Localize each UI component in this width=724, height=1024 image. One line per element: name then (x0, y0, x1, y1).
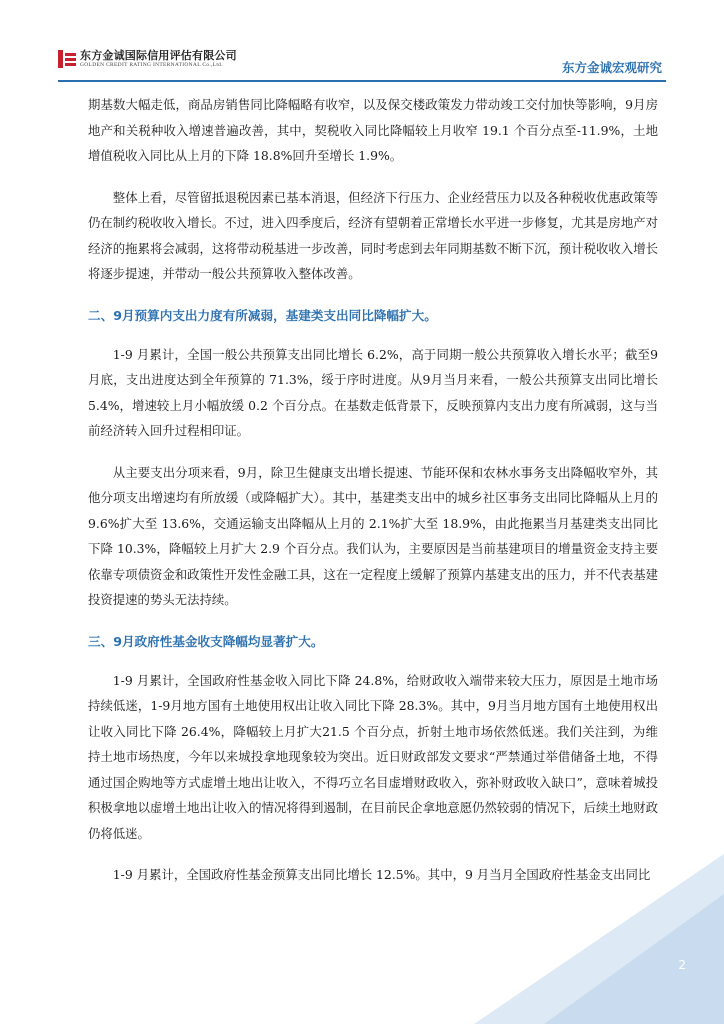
section-heading-2: 二、9月预算内支出力度有所减弱，基建类支出同比降幅扩大。 (88, 307, 437, 323)
paragraph-6: 1-9 月累计，全国政府性基金预算支出同比增长 12.5%。其中，9 月当月全国政府性基金支出同比 (112, 867, 651, 882)
header-divider (58, 80, 666, 82)
document-body (88, 92, 658, 904)
corner-decoration (474, 854, 724, 1024)
paragraph-4: 从主要支出分项来看，9月，除卫生健康支出增长提速、节能环保和农林水事务支出降幅收窄外，其他分项支出增速均有所放缓（或降幅扩大）。其中，基建类支出中的城乡社区事务支出同比降幅从上月的9.6%扩大至 13.6%，交通运输支出降幅从上月的 2.1%扩大至 18.9%，由此拖累当月基建类支出同比下降 10.3%，降幅较上月扩大 2.9 个百分点。我们认为，主要原因是当前基建项目的增量资金支持主要依靠专项债资金和政策性开发性金融工具，这在一定程度上缓解了预算内基建支出的压力，并不代表基建投资提速的势头无法持续。 (88, 464, 658, 607)
paragraph-5: 1-9 月累计，全国政府性基金收入同比下降 24.8%，给财政收入端带来较大压力，原因是土地市场持续低迷，1-9月地方国有土地使用权出让收入同比下降 28.3%。其中，9月当月地方国有土地使用权出让收入同比下降 26.4%，降幅较上月扩大21.5 个百分点，折射土地市场依然低迷。我们关注到，为维持土地市场热度，今年以来城投拿地现象较为突出。近日财政部发文要求“严禁通过举借储备土地，不得通过国企购地等方式虚增土地出让收入，不得巧立名目虚增财政收入，弥补财政收入缺口”，意味着城投积极拿地以虚增土地出让收入的情况将得到遏制，在目前民企拿地意愿仍然较弱的情况下，后续土地财政仍将低迷。 (88, 672, 658, 841)
logo-chinese-name: 东方金诚国际信用评估有限公司 (80, 49, 237, 62)
page-number: 2 (678, 958, 686, 972)
report-title: 东方金诚宏观研究 (561, 60, 662, 75)
section-heading-3: 三、9月政府性基金收支降幅均显著扩大。 (88, 633, 324, 649)
paragraph-1: 期基数大幅走低，商品房销售同比降幅略有收窄，以及保交楼政策发力带动竣工交付加快等影响，9月房地产和关税种收入增速普遍改善，其中，契税收入同比降幅较上月收窄 19.1 个百分点至-11.9%，土地增值税收入同比从上月的下降 18.8%回升至增长 1.9%。 (88, 97, 658, 163)
paragraph-2: 整体上看，尽管留抵退税因素已基本消退，但经济下行压力、企业经营压力以及各种税收优惠政策等仍在制约税收收入增长。不过，进入四季度后，经济有望朝着正常增长水平进一步修复，尤其是房地产对经济的拖累将会减弱，这将带动税基进一步改善，同时考虑到去年同期基数不断下沉，预计税收收入增长将逐步提速，并带动一般公共预算收入整体改善。 (88, 189, 658, 281)
logo-english-name: GOLDEN CREDIT RATING INTERNATIONAL Co.,Ltd. (80, 62, 223, 68)
logo-mark-icon (58, 50, 76, 68)
page-header (0, 0, 724, 80)
company-logo (58, 50, 237, 69)
paragraph-3: 1-9 月累计，全国一般公共预算支出同比增长 6.2%，高于同期一般公共预算收入增长水平；截至9月底，支出进度达到全年预算的 71.3%，绥于序时进度。从9月当月来看，一般公共预算支出同比增长5.4%，增速较上月小幅放缓 0.2 个百分点。在基数走低背景下，反映预算内支出力度有所减弱，这与当前经济转入回升过程相印证。 (88, 346, 658, 438)
